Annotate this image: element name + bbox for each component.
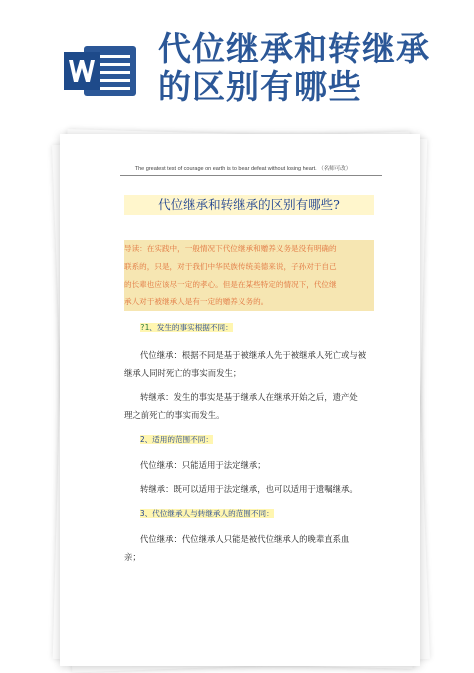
running-header-quote: The greatest test of courage on earth is to bear defeat without losing heart. [134,166,317,172]
section-heading-1 [140,322,233,334]
intro-line: 导读：在实践中，一般情况下代位继承和赠养义务是没有明确的 [124,240,374,258]
paragraph-line: 代位继承：代位继承人只能是被代位继承人的晚辈直系血 [140,534,350,544]
word-icon [60,42,140,100]
paragraph-line: 转继承：既可以适用于法定继承，也可以适用于遗嘱继承。 [140,484,358,494]
banner-title-line-1: 代位继承和转继承 [158,29,430,68]
document-title: 代位继承和转继承的区别有哪些? [124,195,374,215]
section-1-paragraph-1 [124,346,366,382]
section-2-paragraph-2 [140,480,358,498]
paragraph-line: 代位继承：根据不同是基于被继承人先于被继承人死亡或与被 [140,350,367,360]
section-heading-text: 、发生的事实根据不同： [149,323,233,332]
section-2-paragraph-1 [140,456,266,474]
header-divider [120,175,382,176]
intro-line: 的长辈也应该尽一定的孝心。但是在某些特定的情况下，代位继 [124,276,374,294]
banner-title [158,30,458,106]
running-header [78,164,408,172]
section-heading-3 [140,508,274,520]
paragraph-line: 继承人同时死亡的事实而发生； [124,368,242,378]
section-heading-2 [140,434,213,446]
section-heading-text: 2、适用的范围不同： [140,435,213,444]
document-preview [52,128,422,668]
intro-line: 联系的，只是，对于我们中华民族传统美德来说，子孙对于自己 [124,258,374,276]
section-1-paragraph-2 [124,388,358,424]
document-page [60,134,420,666]
banner-title-line-2: 的区别有哪些 [158,67,362,106]
paragraph-line: 转继承：发生的事实是基于继承人在继承开始之后，遗产处 [140,392,358,402]
paragraph-line: 理之前死亡的事实而发生。 [124,410,225,420]
running-header-note: （名师可改） [318,166,352,172]
section-marker: ?1 [140,323,150,332]
section-heading-text: 3、代位继承人与转继承人的范围不同： [140,509,274,518]
banner [0,0,474,120]
paragraph-line: 亲； [124,552,141,562]
section-3-paragraph-1 [124,530,349,566]
paragraph-line: 代位继承：只能适用于法定继承； [140,460,266,470]
intro-line: 承人对于被继承人是有一定的赠养义务的。 [124,293,374,311]
intro-paragraph [124,240,374,311]
